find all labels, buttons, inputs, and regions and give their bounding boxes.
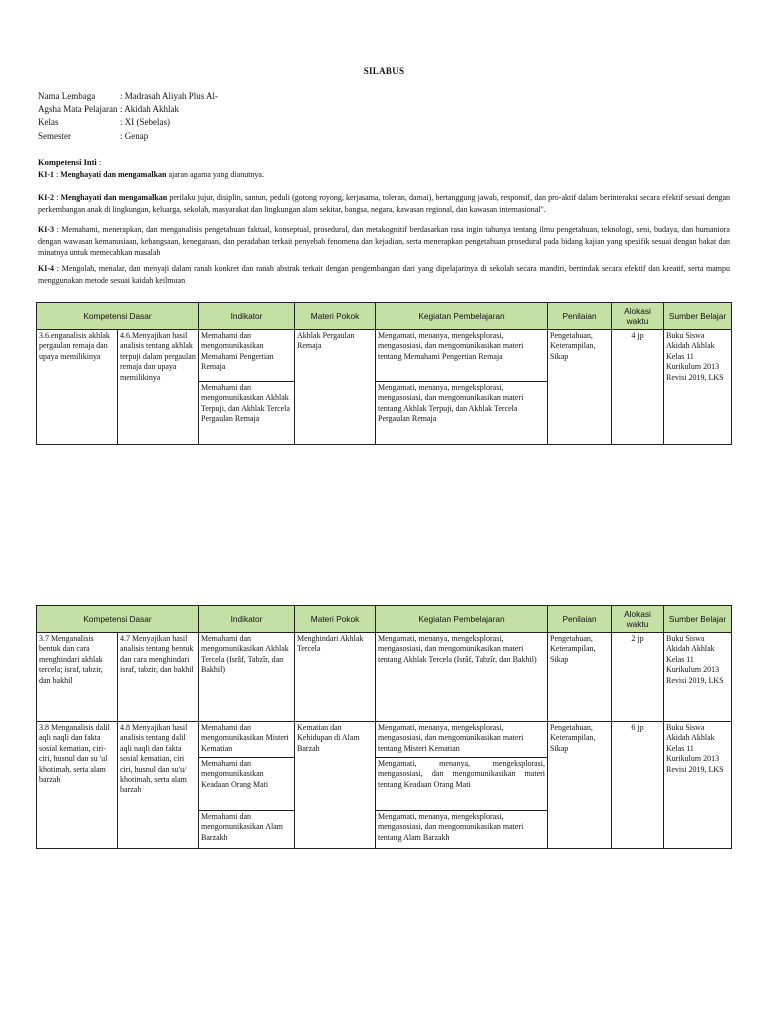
materi-cell: Kematian dan Kehidupan di Alam Barzah (295, 722, 376, 849)
table-header-row (37, 303, 732, 330)
ki-sep: : (54, 170, 61, 179)
meta-label: Kelas (38, 117, 59, 128)
kd-4-cell: 4.7 Menyajikan hasil analisis tentang bentuk dan cara menghindari israf, tabzir, dan bakhil (118, 633, 199, 722)
header-kegiatan-pembelajaran: Kegiatan Pembelajaran (376, 606, 548, 633)
ki-heading (38, 157, 730, 169)
header-materi-pokok: Materi Pokok (295, 606, 376, 633)
ki-sep: : (54, 193, 61, 202)
header-kompetensi-dasar: Kompetensi Dasar (37, 606, 199, 633)
materi-cell: Akhlak Pergaulan Remaja (295, 330, 376, 445)
alokasi-cell: 2 jp (612, 633, 664, 722)
ki-code: KI-1 (38, 170, 54, 179)
table-header-row (37, 606, 732, 633)
kd-3-cell: 3.6.enganalisis akhlak pergaulan remaja dan upaya memilikinya (37, 330, 118, 445)
alokasi-cell: 6 jp (612, 722, 664, 849)
table-row (37, 633, 732, 722)
table-row (37, 330, 732, 382)
ki-code: KI-4 (38, 264, 54, 273)
ki-sep: : (54, 225, 62, 234)
document-title: SILABUS (363, 66, 405, 76)
identity-block (38, 90, 218, 143)
indikator-cell: Memahami dan mengomunikasikan Alam Barzakh (199, 811, 295, 849)
kd-4-cell: 4.8 Menyajikan hasil analisis tentang dalil aqli naqli dan fakta sosial kematian, ciri ciri, husnul dan su'u/ khotimah, serta alam barzah (118, 722, 199, 849)
kegiatan-cell: Mengamati, menanya, mengeksplorasi, mengasosiasi, dan mengomunikasikan materi tentang Akhlak Tercela (Isrâf, Tabzîr, dan Bakhil) (376, 633, 548, 722)
alokasi-cell: 4 jp (612, 330, 664, 445)
ki-bold: Menghayati dan mengamalkan (60, 193, 168, 202)
materi-cell: Menghindari Akhlak Tercela (295, 633, 376, 722)
indikator-cell: Memahami dan mengomunikasikan Keadaan Orang Mati (199, 758, 295, 811)
header-kompetensi-dasar: Kompetensi Dasar (37, 303, 199, 330)
ki-text: ajaran agama yang dianutnya. (166, 170, 264, 179)
sumber-cell: Buku Siswa Akidah Akhlak Kelas 11 Kurikulum 2013 Revisi 2019, LKS (664, 722, 732, 849)
meta-row-mapel (38, 103, 218, 116)
meta-value: : Genap (120, 130, 149, 141)
kegiatan-cell: Mengamati, menanya, mengeksplorasi, mengasosiasi, dan mengomunikasikan materi tentang Alam Barzakh (376, 811, 548, 849)
indikator-cell: Memahami dan mengomunikasikan Memahami Pengertian Remaja (199, 330, 295, 382)
ki-code: KI-3 (38, 225, 54, 234)
ki-text: Memahami, menerapkan, dan menganalisis pengetahuan faktual, konseptual, prosedural, dan metakognitif berdasarkan rasa ingin tahunya tentang ilmu pengetahuan, teknologi, seni, budaya, dan humaniora dengan wawasan kemanusiaan, kebangsaan, kenegaraan, dan peradaban terkait penyebab fenomena dan kejadian, serta menerapkan pengetahuan prosedural pada bidang kajian yang spesifik sesuai dengan bakat dan minatnya untuk memecahkan masalah (38, 225, 730, 257)
header-penilaian: Penilaian (548, 606, 612, 633)
header-penilaian: Penilaian (548, 303, 612, 330)
header-alokasi-waktu: Alokasi waktu (612, 606, 664, 633)
header-materi-pokok: Materi Pokok (295, 303, 376, 330)
kegiatan-cell: Mengamati, menanya, mengeksplorasi, mengasosiasi, dan mengomunikasikan materi tentang Misteri Kematian (376, 722, 548, 758)
sumber-cell: Buku Siswa Akidah Akhlak Kelas 11 Kurikulum 2013 Revisi 2019, LKS (664, 330, 732, 445)
indikator-cell: Memahami dan mengomunikasikan Akhlak Terpuji, dan Akhlak Tercela Pergaulan Remaja (199, 382, 295, 445)
ki-1 (38, 169, 730, 181)
header-sumber-belajar: Sumber Belajar (664, 303, 732, 330)
penilaian-cell: Pengetahuan, Keterampilan, Sikap (548, 722, 612, 849)
ki-text: Mengolah, menalar, dan menyaji dalam ranah konkret dan ranah abstrak terkait dengan pengembangan dari yang dipelajarinya di sekolah secara mandiri, bertindak secara efektif dan kreatif, serta mampu menggunakan metode sesuai kaidah keilmuan (38, 264, 730, 285)
meta-label: Semester (38, 130, 71, 141)
ki-3 (38, 224, 730, 259)
header-kegiatan-pembelajaran: Kegiatan Pembelajaran (376, 303, 548, 330)
table-row (37, 722, 732, 758)
indikator-cell: Memahami dan mengomunikasikan Akhlak Tercela (Isrâf, Tabzîr, dan Bakhil) (199, 633, 295, 722)
meta-label: Nama Lembaga (38, 91, 96, 101)
indikator-cell: Memahami dan mengomunikasikan Misteri Kematian (199, 722, 295, 758)
meta-row-kelas (38, 116, 218, 129)
kd-3-cell: 3.8 Menganalisis dalil aqli naqli dan fakta sosial kematian, ciri-ciri, husnul dan su 'ul khotimah, serta alam barzah (37, 722, 118, 849)
kegiatan-cell: Mengamati, menanya, mengeksplorasi, mengasosiasi, dan mengomunikasikan materi tentang Keadaan Orang Mati (376, 758, 548, 811)
header-alokasi-waktu: Alokasi waktu (612, 303, 664, 330)
kd-3-cell: 3.7 Menganalisis bentuk dan cara menghindari akhlak tercela; israf, tabzir, dan bakhil (37, 633, 118, 722)
ki-2 (38, 192, 730, 215)
meta-row-lembaga (38, 90, 218, 103)
syllabus-table-1 (36, 302, 732, 445)
ki-4 (38, 263, 730, 286)
meta-value: : XI (Sebelas) (120, 117, 170, 128)
syllabus-table-2 (36, 605, 732, 849)
header-indikator: Indikator (199, 303, 295, 330)
kegiatan-cell: Mengamati, menanya, mengeksplorasi, mengasosiasi, dan mengomunikasikan materi tentang Memahami Pengertian Remaja (376, 330, 548, 382)
sumber-cell: Buku Siswa Akidah Akhlak Kelas 11 Kurikulum 2013 Revisi 2019, LKS (664, 633, 732, 722)
meta-row-semester (38, 130, 218, 143)
ki-code: KI-2 (38, 193, 54, 202)
meta-value: : Madrasah Aliyah Plus Al- (120, 91, 218, 101)
meta-value: : Akidah Akhlak (120, 104, 179, 115)
meta-label: Agsha Mata Pelajaran (38, 104, 118, 115)
header-indikator: Indikator (199, 606, 295, 633)
ki-sep: : (54, 264, 62, 273)
ki-text: perilaku jujur, disiplin, santun, peduli (gotong royong, kerjasama, toleran, damai), bertanggung jawab, responsif, dan pro-aktif dalam berinteraksi secara efektif sesuai dengan perkembangan anak di lingkungan, keluarga, sekolah, masyarakat dan lingkungan alam sekitar, bangsa, negara, kawasan regional, dan kawasan internasional". (38, 193, 730, 214)
ki-bold: Menghayati dan mengamalkan (60, 170, 167, 179)
kd-4-cell: 4.6.Menyajikan hasil analisis tentang akhlak terpuji dalam pergaulan remaja dan upaya memilikinya (118, 330, 199, 445)
penilaian-cell: Pengetahuan, Keterampilan, Sikap (548, 330, 612, 445)
penilaian-cell: Pengetahuan, Keterampilan, Sikap (548, 633, 612, 722)
header-sumber-belajar: Sumber Belajar (664, 606, 732, 633)
ki-heading-label: Kompetensi Inti (38, 157, 97, 167)
ki-heading-colon: : (96, 157, 102, 167)
kegiatan-cell: Mengamati, menanya, mengeksplorasi, mengasosiasi, dan mengomunikasikan materi tentang Akhlak Terpuji, dan Akhlak Tercela Pergaulan Remaja (376, 382, 548, 445)
